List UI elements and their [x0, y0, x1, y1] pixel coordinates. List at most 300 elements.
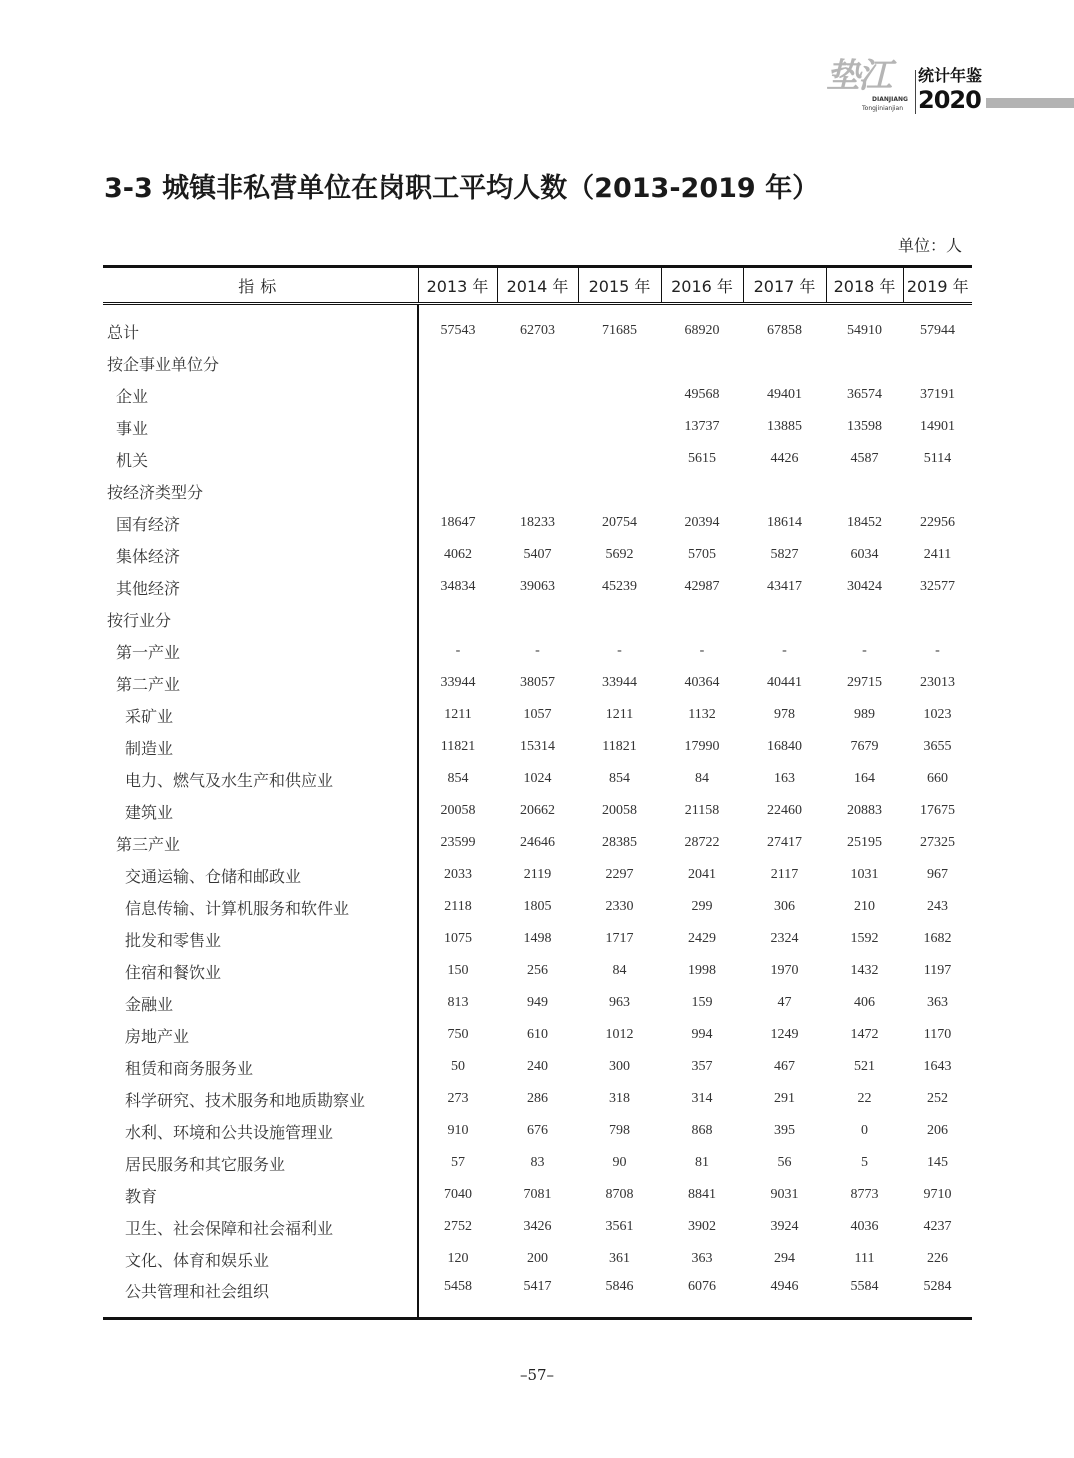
table-row	[103, 539, 972, 571]
table-row	[103, 304, 972, 348]
cell-value: 5	[861, 1155, 868, 1170]
cell-value: 361	[609, 1251, 630, 1266]
cell-value: 20058	[418, 795, 497, 827]
cell-value	[418, 411, 497, 443]
table-row	[103, 827, 972, 859]
cell-value: 294	[774, 1251, 795, 1266]
table-row	[103, 571, 972, 603]
cell-value	[661, 603, 743, 635]
cell-value: 5705	[688, 547, 716, 562]
cell-value	[661, 475, 743, 507]
cell-value: 2117	[770, 867, 799, 882]
cell-value: 24646	[520, 835, 555, 850]
cell-value: 4587	[850, 451, 879, 466]
column-header-year: 2018 年	[826, 267, 903, 304]
cell-value: 67858	[767, 323, 802, 338]
row-label: 租赁和商务服务业	[125, 1058, 254, 1078]
cell-value: 81	[695, 1155, 709, 1170]
cell-value	[418, 443, 497, 475]
cell-value: 40364	[684, 675, 720, 690]
cell-value: 363	[927, 995, 948, 1010]
cell-value: 8708	[605, 1187, 634, 1202]
cell-value	[578, 411, 661, 443]
row-label: 批发和零售业	[125, 930, 222, 950]
cell-value: 13737	[684, 419, 720, 434]
cell-value: 5284	[903, 1275, 972, 1319]
row-label: 教育	[125, 1186, 158, 1206]
row-label: 按企事业单位分	[107, 354, 220, 374]
cell-value: 2324	[770, 931, 799, 946]
table-row	[103, 699, 972, 731]
cell-value: 145	[927, 1155, 948, 1170]
column-header-year: 2017 年	[743, 267, 826, 304]
table-row	[103, 411, 972, 443]
cell-value: 2118	[418, 891, 497, 923]
cell-value: 71685	[602, 323, 637, 338]
cell-value: 299	[691, 899, 713, 914]
table-row	[103, 1147, 972, 1179]
cell-value: 18233	[520, 515, 555, 530]
cell-value: 5458	[418, 1275, 497, 1319]
cell-value: 47	[777, 995, 792, 1010]
yearbook-logo	[826, 58, 1074, 122]
cell-value: 2033	[418, 859, 497, 891]
cell-value	[743, 347, 826, 379]
row-label: 其他经济	[116, 578, 181, 598]
cell-value: 989	[854, 707, 875, 722]
cell-value: 84	[612, 963, 627, 978]
table-row	[103, 891, 972, 923]
cell-value: 33944	[602, 675, 637, 690]
cell-value	[418, 475, 497, 507]
cell-value: 1472	[850, 1027, 879, 1042]
cell-value: 610	[527, 1027, 548, 1042]
cell-value: 27417	[767, 835, 802, 850]
row-label: 水利、环境和公共设施管理业	[125, 1122, 334, 1142]
cell-value	[418, 347, 497, 379]
cell-value	[497, 379, 578, 411]
cell-value: 11821	[418, 731, 497, 763]
page-number: –57–	[519, 1366, 555, 1384]
cell-value: 798	[609, 1123, 630, 1138]
cell-value: 1023	[923, 707, 952, 722]
cell-value: 150	[418, 955, 497, 987]
cell-value: -	[617, 643, 622, 658]
cell-value	[903, 603, 972, 635]
cell-value: 28385	[602, 835, 637, 850]
cell-value: 8773	[850, 1187, 879, 1202]
row-label: 第三产业	[116, 834, 181, 854]
row-label: 国有经济	[116, 514, 181, 534]
cell-value: 3924	[770, 1219, 799, 1234]
cell-value: 7040	[418, 1179, 497, 1211]
cell-value: 57944	[920, 323, 955, 338]
cell-value: 4426	[770, 451, 799, 466]
cell-value: 4946	[743, 1275, 826, 1319]
row-label: 采矿业	[125, 706, 174, 726]
cell-value: 854	[418, 763, 497, 795]
row-label: 金融业	[125, 994, 174, 1014]
row-label: 卫生、社会保障和社会福利业	[125, 1218, 334, 1238]
row-label: 总计	[107, 322, 140, 342]
cell-value: 83	[530, 1155, 545, 1170]
cell-value: 29715	[847, 675, 882, 690]
cell-value: 994	[691, 1027, 713, 1042]
cell-value	[418, 379, 497, 411]
cell-value: 210	[854, 899, 875, 914]
table-row	[103, 1051, 972, 1083]
cell-value	[578, 603, 661, 635]
cell-value: 868	[691, 1123, 713, 1138]
cell-value: 406	[854, 995, 875, 1010]
cell-value: 40441	[767, 675, 802, 690]
cell-value: 1012	[605, 1027, 634, 1042]
cell-value: 163	[774, 771, 795, 786]
cell-value: 9031	[770, 1187, 799, 1202]
cell-value: 39063	[520, 579, 555, 594]
logo-pinyin-sub: Tongjinianjian	[862, 105, 904, 112]
cell-value: 3426	[523, 1219, 552, 1234]
table-row	[103, 507, 972, 539]
cell-value: 6034	[850, 547, 879, 562]
cell-value: 84	[695, 771, 709, 786]
cell-value: 17990	[684, 739, 720, 754]
cell-value	[578, 475, 661, 507]
table-row	[103, 603, 972, 635]
cell-value: 1970	[770, 963, 799, 978]
cell-value: 120	[418, 1243, 497, 1275]
cell-value: 5827	[770, 547, 799, 562]
cell-value: 5584	[826, 1275, 903, 1319]
table-row	[103, 347, 972, 379]
cell-value: 1075	[418, 923, 497, 955]
cell-value: 2429	[688, 931, 716, 946]
cell-value: 967	[927, 867, 948, 882]
column-header-year: 2015 年	[578, 267, 661, 304]
cell-value: 4062	[418, 539, 497, 571]
cell-value: 11821	[602, 739, 637, 754]
cell-value: 14901	[920, 419, 955, 434]
cell-value: 660	[927, 771, 948, 786]
cell-value: 3561	[605, 1219, 634, 1234]
cell-value: 23013	[920, 675, 955, 690]
row-label: 公共管理和社会组织	[103, 1275, 418, 1319]
cell-value	[497, 443, 578, 475]
cell-value: 5407	[523, 547, 552, 562]
cell-value: 521	[854, 1059, 875, 1074]
cell-value: 20058	[602, 803, 637, 818]
table-row	[103, 1019, 972, 1051]
cell-value: 4237	[923, 1219, 952, 1234]
cell-value: -	[535, 643, 540, 658]
cell-value: 2119	[523, 867, 552, 882]
cell-value: 68920	[684, 323, 720, 338]
row-label: 房地产业	[125, 1026, 190, 1046]
row-label: 文化、体育和娱乐业	[125, 1250, 270, 1270]
cell-value: 8841	[688, 1187, 716, 1202]
cell-value: 7679	[850, 739, 879, 754]
cell-value: 90	[612, 1155, 627, 1170]
cell-value: 56	[777, 1155, 792, 1170]
cell-value: 286	[527, 1091, 548, 1106]
cell-value: 22956	[920, 515, 955, 530]
column-header-year: 2019 年	[903, 267, 972, 304]
row-label: 第一产业	[116, 642, 181, 662]
cell-value: 750	[418, 1019, 497, 1051]
cell-value	[497, 603, 578, 635]
cell-value: 15314	[520, 739, 555, 754]
cell-value	[578, 379, 661, 411]
cell-value: 18614	[767, 515, 802, 530]
row-label: 信息传输、计算机服务和软件业	[125, 898, 350, 918]
cell-value	[497, 347, 578, 379]
cell-value: 27325	[920, 835, 955, 850]
cell-value: 32577	[920, 579, 955, 594]
cell-value: 676	[527, 1123, 548, 1138]
logo-pinyin: DIANJIANG	[872, 96, 908, 103]
cell-value: 467	[774, 1059, 795, 1074]
table-row	[103, 635, 972, 667]
cell-value: 2330	[605, 899, 634, 914]
cell-value: 1211	[418, 699, 497, 731]
row-label: 交通运输、仓储和邮政业	[125, 866, 302, 886]
cell-value: 273	[418, 1083, 497, 1115]
cell-value	[903, 347, 972, 379]
cell-value: 240	[527, 1059, 548, 1074]
cell-value: 200	[527, 1251, 548, 1266]
table-row	[103, 1115, 972, 1147]
row-label: 机关	[116, 450, 149, 470]
cell-value: 314	[691, 1091, 713, 1106]
table-row	[103, 859, 972, 891]
cell-value: -	[862, 643, 867, 658]
cell-value: 306	[774, 899, 795, 914]
cell-value: 300	[609, 1059, 630, 1074]
cell-value: 159	[691, 995, 713, 1010]
cell-value: 2752	[418, 1211, 497, 1243]
column-header-indicator: 指标	[103, 267, 418, 304]
row-label: 企业	[116, 386, 149, 406]
table-row	[103, 923, 972, 955]
cell-value: 226	[927, 1251, 948, 1266]
cell-value: 252	[927, 1091, 948, 1106]
column-header-year: 2014 年	[497, 267, 578, 304]
cell-value: 357	[691, 1059, 713, 1074]
cell-value: 1197	[923, 963, 952, 978]
row-label: 居民服务和其它服务业	[125, 1154, 286, 1174]
cell-value: 45239	[602, 579, 637, 594]
row-label: 第二产业	[116, 674, 181, 694]
cell-value: 5615	[688, 451, 716, 466]
cell-value: 4036	[850, 1219, 879, 1234]
table-row	[103, 379, 972, 411]
cell-value	[743, 603, 826, 635]
cell-value: 20754	[602, 515, 637, 530]
logo-divider	[915, 70, 916, 114]
cell-value: 16840	[767, 739, 802, 754]
cell-value	[826, 347, 903, 379]
table-header-row	[103, 267, 972, 304]
table-row	[103, 475, 972, 507]
row-label: 按经济类型分	[107, 482, 204, 502]
cell-value	[418, 603, 497, 635]
cell-value: 42987	[684, 579, 720, 594]
cell-value	[578, 443, 661, 475]
cell-value: 1498	[523, 931, 552, 946]
cell-value: 1170	[923, 1027, 952, 1042]
cell-value: 22460	[767, 803, 802, 818]
row-label: 集体经济	[116, 546, 181, 566]
cell-value	[497, 475, 578, 507]
cell-value: 963	[609, 995, 630, 1010]
unit-label: 单位：人	[897, 236, 962, 255]
row-label: 电力、燃气及水生产和供应业	[125, 770, 334, 790]
cell-value: -	[699, 643, 705, 658]
cell-value	[826, 475, 903, 507]
cell-value: 43417	[767, 579, 802, 594]
column-header-year: 2013 年	[418, 267, 497, 304]
cell-value: 36574	[847, 387, 882, 402]
cell-value: 910	[418, 1115, 497, 1147]
cell-value: -	[782, 643, 787, 658]
cell-value: 1682	[923, 931, 952, 946]
row-label: 科学研究、技术服务和地质勘察业	[125, 1090, 366, 1110]
logo-calligraphy: 垫江	[826, 56, 890, 96]
cell-value: 20883	[847, 803, 882, 818]
cell-value: 13885	[767, 419, 802, 434]
cell-value: 206	[927, 1123, 948, 1138]
cell-value: 20662	[520, 803, 555, 818]
cell-value: 3655	[923, 739, 952, 754]
cell-value: 17675	[920, 803, 955, 818]
cell-value	[578, 347, 661, 379]
cell-value: 37191	[920, 387, 955, 402]
cell-value: 291	[774, 1091, 795, 1106]
table-row	[103, 443, 972, 475]
cell-value: 5417	[497, 1275, 578, 1319]
cell-value: 1998	[688, 963, 716, 978]
row-label: 按行业分	[107, 610, 172, 630]
cell-value: 243	[927, 899, 948, 914]
cell-value: 978	[774, 707, 795, 722]
data-table	[103, 265, 972, 1320]
table-row	[103, 763, 972, 795]
row-label: 制造业	[125, 738, 174, 758]
cell-value: 54910	[847, 323, 882, 338]
cell-value: 1592	[850, 931, 879, 946]
cell-value: 57	[418, 1147, 497, 1179]
cell-value	[826, 603, 903, 635]
table-title: 3-3 城镇非私营单位在岗职工平均人数（2013-2019 年）	[104, 173, 820, 204]
cell-value: 18452	[847, 515, 882, 530]
cell-value: 318	[609, 1091, 630, 1106]
table-row	[103, 1211, 972, 1243]
cell-value: 256	[527, 963, 548, 978]
cell-value: 1249	[770, 1027, 799, 1042]
cell-value: 13598	[847, 419, 882, 434]
cell-value: 1031	[850, 867, 879, 882]
cell-value: 21158	[684, 803, 720, 818]
logo-title: 统计年鉴	[918, 66, 983, 85]
cell-value: 164	[854, 771, 875, 786]
column-header-year: 2016 年	[661, 267, 743, 304]
table-row	[103, 955, 972, 987]
row-label: 住宿和餐饮业	[125, 962, 222, 982]
cell-value: 395	[774, 1123, 795, 1138]
cell-value: 1805	[523, 899, 552, 914]
cell-value: 1211	[605, 707, 634, 722]
table-row	[103, 1243, 972, 1275]
cell-value: 57543	[418, 304, 497, 348]
cell-value: 7081	[523, 1187, 552, 1202]
cell-value: 111	[854, 1251, 875, 1266]
cell-value: 363	[691, 1251, 713, 1266]
cell-value	[497, 411, 578, 443]
cell-value: -	[935, 643, 940, 658]
header-bar	[986, 98, 1074, 108]
cell-value: 813	[418, 987, 497, 1019]
cell-value: 34834	[418, 571, 497, 603]
cell-value: 9710	[923, 1187, 952, 1202]
cell-value: 2041	[688, 867, 716, 882]
cell-value: 1057	[523, 707, 552, 722]
cell-value: 3902	[688, 1219, 716, 1234]
cell-value: 25195	[847, 835, 882, 850]
row-label: 事业	[116, 418, 149, 438]
cell-value: 1024	[523, 771, 552, 786]
cell-value	[903, 475, 972, 507]
cell-value: 33944	[418, 667, 497, 699]
cell-value: -	[418, 635, 497, 667]
cell-value: 0	[861, 1123, 868, 1138]
cell-value: 2411	[923, 547, 952, 562]
cell-value	[743, 475, 826, 507]
cell-value: 5692	[605, 547, 634, 562]
row-label: 建筑业	[125, 802, 174, 822]
cell-value: 49401	[767, 387, 802, 402]
cell-value: 6076	[661, 1275, 743, 1319]
cell-value: 18647	[418, 507, 497, 539]
cell-value: 50	[418, 1051, 497, 1083]
cell-value: 38057	[520, 675, 555, 690]
cell-value: 1132	[688, 707, 716, 722]
table-row	[103, 795, 972, 827]
cell-value: 62703	[520, 323, 555, 338]
cell-value: 854	[609, 771, 630, 786]
cell-value	[661, 347, 743, 379]
cell-value: 949	[527, 995, 548, 1010]
cell-value: 1717	[605, 931, 634, 946]
table-row	[103, 667, 972, 699]
cell-value: 1643	[923, 1059, 952, 1074]
logo-year: 2020	[918, 86, 981, 114]
table-row	[103, 1179, 972, 1211]
cell-value: 23599	[418, 827, 497, 859]
cell-value: 30424	[847, 579, 882, 594]
table-row	[103, 1083, 972, 1115]
cell-value: 5114	[923, 451, 952, 466]
cell-value: 28722	[684, 835, 720, 850]
cell-value: 1432	[850, 963, 879, 978]
cell-value: 22	[857, 1091, 872, 1106]
table-row	[103, 731, 972, 763]
cell-value: 20394	[684, 515, 720, 530]
table-row	[103, 1275, 972, 1319]
table-row	[103, 987, 972, 1019]
cell-value: 2297	[605, 867, 634, 882]
cell-value: 5846	[578, 1275, 661, 1319]
cell-value: 49568	[684, 387, 720, 402]
